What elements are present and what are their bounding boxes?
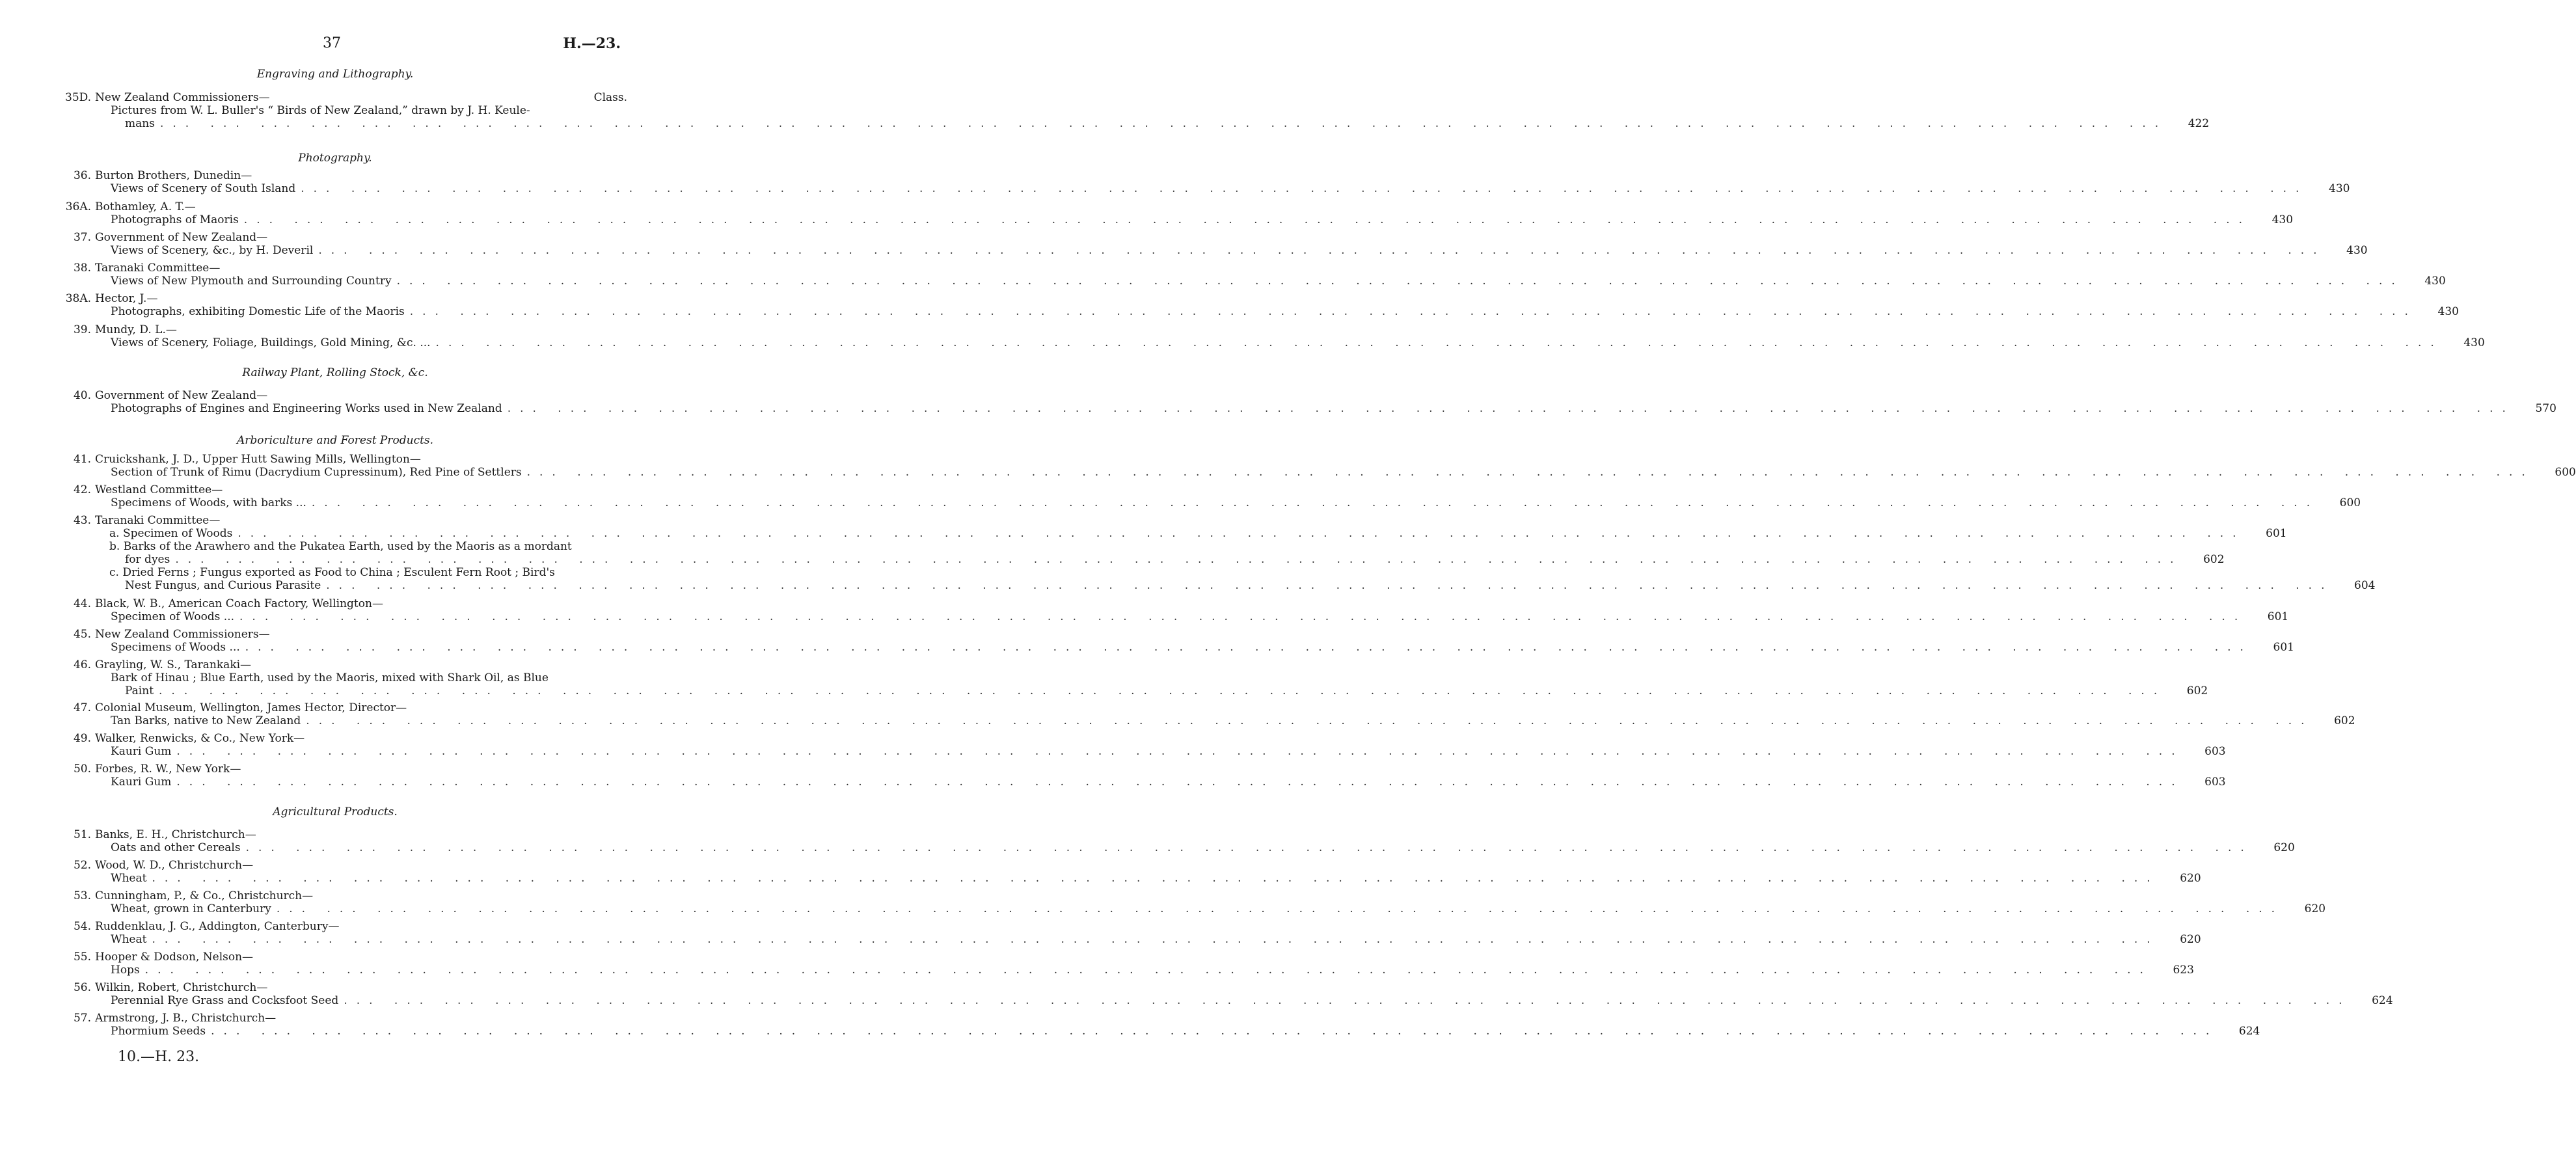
exhibit-description-line	[65, 872, 2201, 885]
exhibit-description-line	[65, 933, 2201, 946]
exhibit-number: 41.	[73, 453, 91, 466]
exhibitor-name: Hooper & Dodson, Nelson—	[95, 951, 254, 964]
exhibit-entry	[65, 597, 2289, 623]
class-number: 620	[2273, 841, 2295, 854]
exhibit-description: Kauri Gum	[111, 745, 172, 758]
exhibit-description: Photographs of Maoris	[111, 213, 239, 226]
exhibitor-name: Black, W. B., American Coach Factory, Wellington—	[95, 597, 383, 610]
leader-dots: ... ... ... ... ... ... ... ... ... ... ... ... ... ... ... ... ... ... ... ... ... ... ... ... ... ... ... ... ... ... ... ... ... ... ... ... ... ... ... ...	[435, 336, 2443, 349]
exhibit-description: Phormium Seeds	[111, 1025, 206, 1038]
class-number: 601	[2273, 641, 2294, 654]
exhibit-entry	[65, 91, 2210, 130]
exhibit-description: Wheat	[111, 933, 147, 946]
exhibit-entry	[65, 701, 2355, 727]
exhibit-description: c. Dried Ferns ; Fungus exported as Food to China ; Esculent Fern Root ; Bird's	[109, 566, 555, 579]
leader-dots: ... ... ... ... ... ... ... ... ... ... ... ... ... ... ... ... ... ... ... ... ... ... ... ... ... ... ... ... ... ... ... ... ... ... ... ... ... ... ... ...	[176, 745, 2184, 758]
class-number: 624	[2238, 1025, 2260, 1038]
exhibit-description-line	[65, 671, 627, 684]
exhibit-description: mans	[125, 117, 155, 130]
exhibit-description-line	[65, 684, 2208, 697]
exhibit-description: Perennial Rye Grass and Cocksfoot Seed	[111, 994, 339, 1007]
class-number: 624	[2372, 994, 2393, 1007]
exhibit-entry	[65, 292, 2459, 318]
exhibit-entry	[65, 889, 2326, 915]
exhibit-description-line	[65, 994, 2393, 1007]
exhibitor-name: Walker, Renwicks, & Co., New York—	[95, 732, 305, 745]
exhibit-description: a. Specimen of Woods	[109, 527, 233, 540]
exhibitor-name: Westland Committee—	[95, 483, 223, 496]
exhibit-description-line	[65, 104, 627, 117]
exhibit-number: 54.	[73, 920, 91, 933]
section-heading: Engraving and Lithography.	[256, 68, 414, 81]
exhibit-description: Views of Scenery of South Island	[111, 182, 296, 195]
class-number: 602	[2203, 553, 2225, 566]
class-number: 604	[2354, 579, 2376, 592]
exhibit-number: 45.	[73, 628, 91, 641]
class-number: 602	[2334, 714, 2355, 727]
exhibit-description-line	[65, 579, 2376, 592]
exhibit-description: Specimens of Woods ...	[111, 641, 240, 654]
class-number: 422	[2188, 117, 2210, 130]
exhibitor-name: Government of New Zealand—	[95, 389, 268, 402]
leader-dots: ... ... ... ... ... ... ... ... ... ... ... ... ... ... ... ... ... ... ... ... ... ... ... ... ... ... ... ... ... ... ... ... ... ... ... ... ... ... ... ...	[276, 902, 2285, 915]
exhibitor-name: Wood, W. D., Christchurch—	[95, 859, 254, 872]
exhibit-description-line	[65, 527, 2287, 540]
exhibit-description: Views of New Plymouth and Surrounding Country	[111, 275, 392, 288]
exhibit-description-line	[65, 117, 2210, 130]
exhibit-description-line	[65, 964, 2194, 977]
leader-dots: ... ... ... ... ... ... ... ... ... ... ... ... ... ... ... ... ... ... ... ... ... ... ... ... ... ... ... ... ... ... ... ... ... ... ... ... ... ... ... ...	[409, 305, 2417, 318]
exhibit-number: 51.	[73, 828, 91, 841]
exhibitor-name: Taranaki Committee—	[95, 514, 221, 527]
class-number: 570	[2535, 402, 2556, 415]
exhibitor-name: Colonial Museum, Wellington, James Hector, Director—	[95, 701, 407, 714]
exhibit-number: 47.	[73, 701, 91, 714]
exhibit-entry	[65, 514, 2376, 592]
exhibit-description-line	[65, 275, 2446, 288]
exhibit-entry	[65, 1012, 2260, 1038]
exhibit-description-line	[65, 745, 2226, 758]
exhibit-description-line	[65, 402, 2556, 415]
class-number: 623	[2173, 964, 2194, 977]
exhibit-entry	[65, 658, 2208, 697]
exhibit-number: 46.	[73, 658, 91, 671]
exhibit-entry	[65, 920, 2201, 946]
exhibit-description-line	[65, 182, 2350, 195]
exhibitor-name: Mundy, D. L.—	[95, 323, 177, 336]
exhibit-description-line	[65, 244, 2368, 257]
class-number: 602	[2186, 684, 2208, 697]
exhibit-entry	[65, 763, 2226, 789]
exhibit-description: Oats and other Cereals	[111, 841, 241, 854]
leader-dots: ... ... ... ... ... ... ... ... ... ... ... ... ... ... ... ... ... ... ... ... ... ... ... ... ... ... ... ... ... ... ... ... ... ... ... ... ... ... ... ...	[301, 182, 2309, 195]
leader-dots: ... ... ... ... ... ... ... ... ... ... ... ... ... ... ... ... ... ... ... ... ... ... ... ... ... ... ... ... ... ... ... ... ... ... ... ... ... ... ... ...	[526, 466, 2534, 479]
exhibit-number: 37.	[73, 231, 91, 244]
leader-dots: ... ... ... ... ... ... ... ... ... ... ... ... ... ... ... ... ... ... ... ... ... ... ... ... ... ... ... ... ... ... ... ... ... ... ... ... ... ... ... ...	[152, 872, 2160, 885]
class-number: 620	[2180, 872, 2201, 885]
class-number: 430	[2463, 336, 2485, 349]
exhibit-description: Nest Fungus, and Curious Parasite	[125, 579, 321, 592]
exhibit-number: 55.	[73, 951, 91, 964]
exhibit-number: 36A.	[65, 200, 91, 213]
exhibit-description: Wheat, grown in Canterbury	[111, 902, 271, 915]
leader-dots: ... ... ... ... ... ... ... ... ... ... ... ... ... ... ... ... ... ... ... ... ... ... ... ... ... ... ... ... ... ... ... ... ... ... ... ... ... ... ... ...	[144, 964, 2152, 977]
section-heading: Railway Plant, Rolling Stock, &c.	[242, 366, 428, 379]
exhibit-description-line	[65, 714, 2355, 727]
exhibit-description: Views of Scenery, Foliage, Buildings, Gold Mining, &c. ...	[111, 336, 431, 349]
exhibit-entry	[65, 483, 2361, 509]
exhibit-description: Photographs of Engines and Engineering Works used in New Zealand	[111, 402, 502, 415]
exhibit-number: 40.	[73, 389, 91, 402]
exhibit-entry	[65, 951, 2194, 977]
exhibit-description: Tan Barks, native to New Zealand	[111, 714, 301, 727]
leader-dots: ... ... ... ... ... ... ... ... ... ... ... ... ... ... ... ... ... ... ... ... ... ... ... ... ... ... ... ... ... ... ... ... ... ... ... ... ... ... ... ...	[396, 275, 2404, 288]
leader-dots: ... ... ... ... ... ... ... ... ... ... ... ... ... ... ... ... ... ... ... ... ... ... ... ... ... ... ... ... ... ... ... ... ... ... ... ... ... ... ... ...	[245, 841, 2253, 854]
exhibit-description: Section of Trunk of Rimu (Dacrydium Cupressinum), Red Pine of Settlers	[111, 466, 522, 479]
exhibitor-name: Wilkin, Robert, Christchurch—	[95, 981, 268, 994]
exhibit-description-line	[65, 466, 2576, 479]
exhibit-description-line	[65, 610, 2289, 623]
exhibitor-name: Burton Brothers, Dunedin—	[95, 169, 252, 182]
leader-dots: ... ... ... ... ... ... ... ... ... ... ... ... ... ... ... ... ... ... ... ... ... ... ... ... ... ... ... ... ... ... ... ... ... ... ... ... ... ... ... ...	[326, 579, 2334, 592]
exhibit-entry	[65, 828, 2295, 854]
exhibit-description-line	[65, 902, 2326, 915]
leader-dots: ... ... ... ... ... ... ... ... ... ... ... ... ... ... ... ... ... ... ... ... ... ... ... ... ... ... ... ... ... ... ... ... ... ... ... ... ... ... ... ...	[176, 776, 2184, 789]
exhibit-entry	[65, 981, 2393, 1007]
exhibitor-name: Ruddenklau, J. G., Addington, Canterbury—	[95, 920, 340, 933]
exhibit-number: 49.	[73, 732, 91, 745]
exhibit-description: Specimens of Woods, with barks ...	[111, 496, 306, 509]
exhibitor-name: Government of New Zealand—	[95, 231, 268, 244]
leader-dots: ... ... ... ... ... ... ... ... ... ... ... ... ... ... ... ... ... ... ... ... ... ... ... ... ... ... ... ... ... ... ... ... ... ... ... ... ... ... ... ...	[344, 994, 2352, 1007]
exhibitor-name: Grayling, W. S., Tarankaki—	[95, 658, 252, 671]
exhibit-description: Hops	[111, 964, 140, 977]
class-number: 600	[2339, 496, 2361, 509]
exhibit-description-line	[65, 553, 2225, 566]
page-footer: 10.—H. 23.	[118, 1049, 200, 1065]
exhibitor-name: New Zealand Commissioners—	[95, 628, 270, 641]
exhibit-number: 44.	[73, 597, 91, 610]
exhibit-entry	[65, 389, 2556, 415]
leader-dots: ... ... ... ... ... ... ... ... ... ... ... ... ... ... ... ... ... ... ... ... ... ... ... ... ... ... ... ... ... ... ... ... ... ... ... ... ... ... ... ...	[237, 527, 2245, 540]
exhibit-entry	[65, 859, 2201, 885]
exhibitor-name: Forbes, R. W., New York—	[95, 763, 241, 776]
exhibitor-name: Armstrong, J. B., Christchurch—	[95, 1012, 277, 1025]
exhibitor-name: New Zealand Commissioners—	[95, 91, 270, 104]
section-heading: Arboriculture and Forest Products.	[236, 434, 434, 447]
leader-dots: ... ... ... ... ... ... ... ... ... ... ... ... ... ... ... ... ... ... ... ... ... ... ... ... ... ... ... ... ... ... ... ... ... ... ... ... ... ... ... ...	[159, 684, 2167, 697]
exhibit-number: 50.	[73, 763, 91, 776]
leader-dots: ... ... ... ... ... ... ... ... ... ... ... ... ... ... ... ... ... ... ... ... ... ... ... ... ... ... ... ... ... ... ... ... ... ... ... ... ... ... ... ...	[239, 610, 2247, 623]
exhibit-number: 38.	[73, 262, 91, 275]
exhibit-entry	[65, 628, 2294, 654]
class-column-label: Class.	[593, 91, 627, 104]
exhibit-number: 35D.	[65, 91, 92, 104]
exhibit-description: Bark of Hinau ; Blue Earth, used by the Maoris, mixed with Shark Oil, as Blue	[111, 671, 549, 684]
leader-dots: ... ... ... ... ... ... ... ... ... ... ... ... ... ... ... ... ... ... ... ... ... ... ... ... ... ... ... ... ... ... ... ... ... ... ... ... ... ... ... ...	[311, 496, 2320, 509]
exhibitor-name: Cunningham, P., & Co., Christchurch—	[95, 889, 314, 902]
exhibitor-name: Cruickshank, J. D., Upper Hutt Sawing Mills, Wellington—	[95, 453, 421, 466]
leader-dots: ... ... ... ... ... ... ... ... ... ... ... ... ... ... ... ... ... ... ... ... ... ... ... ... ... ... ... ... ... ... ... ... ... ... ... ... ... ... ... ...	[175, 553, 2183, 566]
exhibit-number: 56.	[73, 981, 91, 994]
leader-dots: ... ... ... ... ... ... ... ... ... ... ... ... ... ... ... ... ... ... ... ... ... ... ... ... ... ... ... ... ... ... ... ... ... ... ... ... ... ... ... ...	[245, 641, 2253, 654]
exhibit-entry	[65, 732, 2226, 758]
document-reference: H.—23.	[563, 35, 621, 52]
leader-dots: ... ... ... ... ... ... ... ... ... ... ... ... ... ... ... ... ... ... ... ... ... ... ... ... ... ... ... ... ... ... ... ... ... ... ... ... ... ... ... ...	[243, 213, 2252, 226]
section-heading: Photography.	[298, 152, 372, 165]
exhibitor-name: Hector, J.—	[95, 292, 158, 305]
class-number: 430	[2271, 213, 2294, 226]
exhibit-number: 38A.	[65, 292, 91, 305]
exhibit-entry	[65, 169, 2350, 195]
exhibit-description: for dyes	[125, 553, 170, 566]
class-number: 620	[2180, 933, 2201, 946]
exhibit-description: Specimen of Woods ...	[111, 610, 235, 623]
section-heading: Agricultural Products.	[273, 805, 398, 818]
exhibit-number: 43.	[73, 514, 91, 527]
class-number: 603	[2204, 776, 2226, 789]
class-number: 430	[2329, 182, 2350, 195]
exhibit-description: Kauri Gum	[111, 776, 172, 789]
exhibit-description-line	[65, 496, 2361, 509]
exhibit-entry	[65, 453, 2576, 479]
exhibit-description-line	[65, 213, 2294, 226]
exhibit-description-line	[65, 566, 627, 579]
exhibit-description-line	[65, 841, 2295, 854]
exhibitor-name: Taranaki Committee—	[95, 262, 221, 275]
page-number: 37	[323, 35, 341, 51]
leader-dots: ... ... ... ... ... ... ... ... ... ... ... ... ... ... ... ... ... ... ... ... ... ... ... ... ... ... ... ... ... ... ... ... ... ... ... ... ... ... ... ...	[306, 714, 2314, 727]
class-number: 601	[2267, 610, 2289, 623]
leader-dots: ... ... ... ... ... ... ... ... ... ... ... ... ... ... ... ... ... ... ... ... ... ... ... ... ... ... ... ... ... ... ... ... ... ... ... ... ... ... ... ...	[507, 402, 2515, 415]
exhibit-description: Photographs, exhibiting Domestic Life of the Maoris	[111, 305, 405, 318]
exhibitor-name: Banks, E. H., Christchurch—	[95, 828, 256, 841]
exhibit-description: Views of Scenery, &c., by H. Deveril	[111, 244, 314, 257]
exhibit-number: 42.	[73, 483, 91, 496]
exhibit-description: Pictures from W. L. Buller's “ Birds of New Zealand,” drawn by J. H. Keule-	[111, 104, 530, 117]
exhibit-entry	[65, 200, 2294, 226]
exhibit-description-line	[65, 540, 627, 553]
exhibit-entry	[65, 231, 2368, 257]
exhibit-description: Wheat	[111, 872, 147, 885]
exhibit-description-line	[65, 641, 2294, 654]
exhibit-description-line	[65, 336, 2485, 349]
exhibit-description: b. Barks of the Arawhero and the Pukatea Earth, used by the Maoris as a mordant	[109, 540, 572, 553]
exhibitor-name: Bothamley, A. T.—	[95, 200, 196, 213]
leader-dots: ... ... ... ... ... ... ... ... ... ... ... ... ... ... ... ... ... ... ... ... ... ... ... ... ... ... ... ... ... ... ... ... ... ... ... ... ... ... ... ...	[159, 117, 2168, 130]
class-number: 603	[2204, 745, 2226, 758]
exhibit-number: 52.	[73, 859, 91, 872]
class-number: 430	[2424, 275, 2446, 288]
leader-dots: ... ... ... ... ... ... ... ... ... ... ... ... ... ... ... ... ... ... ... ... ... ... ... ... ... ... ... ... ... ... ... ... ... ... ... ... ... ... ... ...	[152, 933, 2160, 946]
class-number: 600	[2555, 466, 2576, 479]
exhibit-number: 39.	[73, 323, 91, 336]
class-number: 430	[2437, 305, 2459, 318]
exhibit-description-line	[65, 305, 2459, 318]
exhibit-number: 36.	[73, 169, 91, 182]
exhibit-description-line	[65, 776, 2226, 789]
leader-dots: ... ... ... ... ... ... ... ... ... ... ... ... ... ... ... ... ... ... ... ... ... ... ... ... ... ... ... ... ... ... ... ... ... ... ... ... ... ... ... ...	[211, 1025, 2219, 1038]
leader-dots: ... ... ... ... ... ... ... ... ... ... ... ... ... ... ... ... ... ... ... ... ... ... ... ... ... ... ... ... ... ... ... ... ... ... ... ... ... ... ... ...	[318, 244, 2326, 257]
exhibit-number: 53.	[73, 889, 91, 902]
exhibit-description: Paint	[125, 684, 154, 697]
exhibit-entry	[65, 323, 2485, 349]
exhibit-description-line	[65, 1025, 2260, 1038]
class-number: 601	[2266, 527, 2287, 540]
exhibit-number: 57.	[73, 1012, 91, 1025]
exhibit-entry	[65, 262, 2446, 288]
class-number: 620	[2304, 902, 2326, 915]
class-number: 430	[2346, 244, 2368, 257]
